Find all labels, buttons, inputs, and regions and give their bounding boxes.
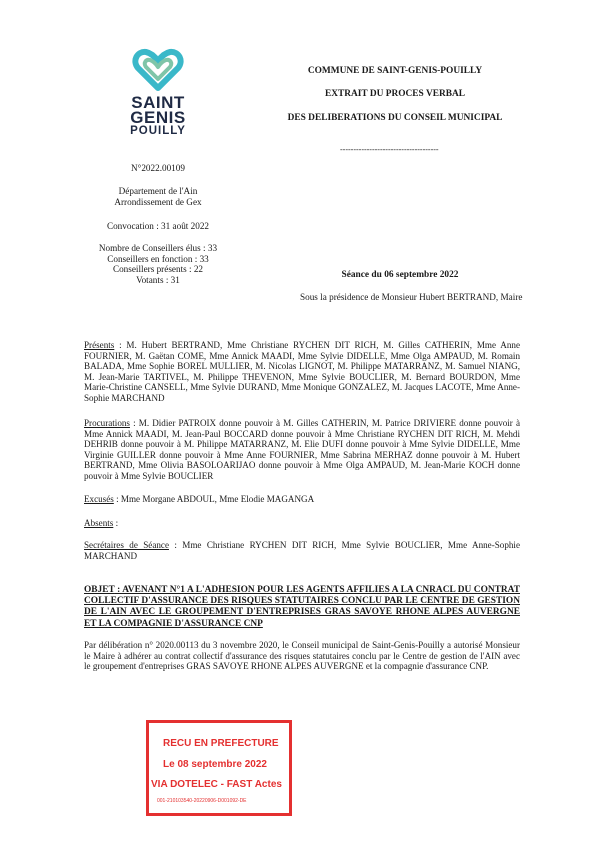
count-presents: Conseillers présents : 22: [112, 264, 204, 274]
count-votants: Votants : 31: [136, 274, 180, 285]
commune-title: COMMUNE DE SAINT-GENIS-POUILLY: [307, 66, 483, 76]
presents-label: Présents: [84, 340, 115, 350]
stamp-via: VIA DOTELEC - FAST Actes: [151, 779, 282, 790]
absents-text: :: [113, 518, 119, 528]
count-fonction: Conseillers en fonction : 33: [107, 253, 209, 264]
secretaires-text: : Mme Christiane RYCHEN DIT RICH, Mme Sylvie BOUCLIER, Mme Anne-Sophie MARCHAND: [84, 540, 520, 561]
extrait-title: EXTRAIT DU PROCES VERBAL: [324, 89, 466, 99]
stamp-date: Le 08 septembre 2022: [163, 759, 267, 770]
prefecture-stamp: [146, 720, 292, 816]
convocation-date: Convocation : 31 août 2022: [106, 221, 210, 231]
department-line: Département de l'Ain: [118, 186, 198, 196]
excuses-paragraph: [84, 494, 520, 505]
procurations-paragraph: [84, 418, 520, 482]
stamp-recu: RECU EN PREFECTURE: [163, 738, 279, 749]
header-separator: -------------------------------------: [340, 145, 439, 154]
saint-genis-pouilly-logo: [118, 48, 198, 143]
council-counts: [88, 243, 228, 285]
procurations-text: : M. Didier PATROIX donne pouvoir à M. Gilles CATHERIN, M. Patrice DRIVIERE donne pouvoir à Mme Annick MAADI, M. Jean-Paul BOCCARD donne pouvoir à Mme Christiane RYCHEN DIT RICH, M. Mehdi DEHRIB donne pouvoir à M. Philippe MATARRANZ, M. Elie DUFI donne pouvoir à Mme Sylvie DIDELLE, Mme Virginie GUILLER donne pouvoir à Mme Anne FOURNIER, Mme Sabrina MERHAZ donne pouvoir à M. Hubert BERTRAND, Mme Olivia BASOLOARIJAO donne pouvoir à Mme Olga AMPAUD, M. Jean-Marie KOCH donne pouvoir à Mme Sylvie BOUCLIER: [84, 418, 520, 481]
secretaires-label: Secrétaires de Séance: [84, 540, 169, 550]
logo-line-saint: SAINT: [131, 93, 185, 112]
secretaires-paragraph: [84, 540, 520, 561]
count-elus: Nombre de Conseillers élus : 33: [98, 243, 218, 253]
procurations-label: Procurations: [84, 418, 130, 428]
reference-number: N°2022.00109: [131, 163, 185, 173]
presents-paragraph: [84, 340, 520, 404]
objet-paragraph: [84, 585, 520, 630]
logo-line-genis: GENIS: [130, 108, 186, 127]
objet-label: OBJET: [84, 585, 115, 595]
stamp-reference: 001-210103540-20220906-D001092-DE: [157, 798, 247, 804]
logo-line-pouilly: POUILLY: [130, 125, 186, 137]
arrondissement-line: Arrondissement de Gex: [114, 196, 202, 207]
heart-logo-icon: [132, 48, 184, 92]
department-block: [95, 186, 221, 207]
excuses-text: : Mme Morgane ABDOUL, Mme Elodie MAGANGA: [113, 494, 315, 504]
presents-text: : M. Hubert BERTRAND, Mme Christiane RYCHEN DIT RICH, M. Gilles CATHERIN, Mme Anne FOURNIER, M. Gaëtan COME, Mme Annick MAADI, Mme Sylvie DIDELLE, Mme Olga AMPAUD, M. Romain BALADA, Mme Sophie BOREL MULLIER, M. Nicolas LIGNOT, M. Philippe MATARRANZ, M. Samuel NIANG, M. Jean-Marie TARTIVEL, M. Philippe THEVENON, Mme Sylvie BOUCLIER, M. Bernard BOURDON, Mme Marie-Christine CANSELL, Mme Sylvie DURAND, Mme Monique GONZALEZ, M. Jacques LACOTE, Mme Anne-Sophie MARCHAND: [84, 340, 520, 403]
deliberations-title: DES DELIBERATIONS DU CONSEIL MUNICIPAL: [287, 113, 503, 123]
seance-presidence: Sous la présidence de Monsieur Hubert BERTRAND, Maire: [300, 292, 523, 302]
deliberation-body: Par délibération n° 2020.00113 du 3 novembre 2020, le Conseil municipal de Saint-Genis-Pouilly a autorisé Monsieur le Maire à adhérer au contrat collectif d'assurance des risques statutaires conclu par le Centre de gestion de l'AIN avec le groupement d'entreprises GRAS SAVOYE RHONE ALPES AUVERGNE et la compagnie d'assurance CNP.: [84, 640, 520, 672]
objet-text: : AVENANT N°1 A L'ADHESION POUR LES AGENTS AFFILIES A LA CNRACL DU CONTRAT COLLECTIF D'ASSURANCE DES RISQUES STATUTAIRES CONCLU PAR LE CENTRE DE GESTION DE L'AIN AVEC LE GROUPEMENT D'ENTREPRISES GRAS SAVOYE RHONE ALPES AUVERGNE ET LA COMPAGNIE D'ASSURANCE CNP: [84, 585, 520, 629]
absents-label: Absents: [84, 518, 114, 528]
absents-paragraph: [84, 518, 520, 529]
excuses-label: Excusés: [84, 494, 114, 504]
seance-date: Séance du 06 septembre 2022: [341, 270, 459, 280]
